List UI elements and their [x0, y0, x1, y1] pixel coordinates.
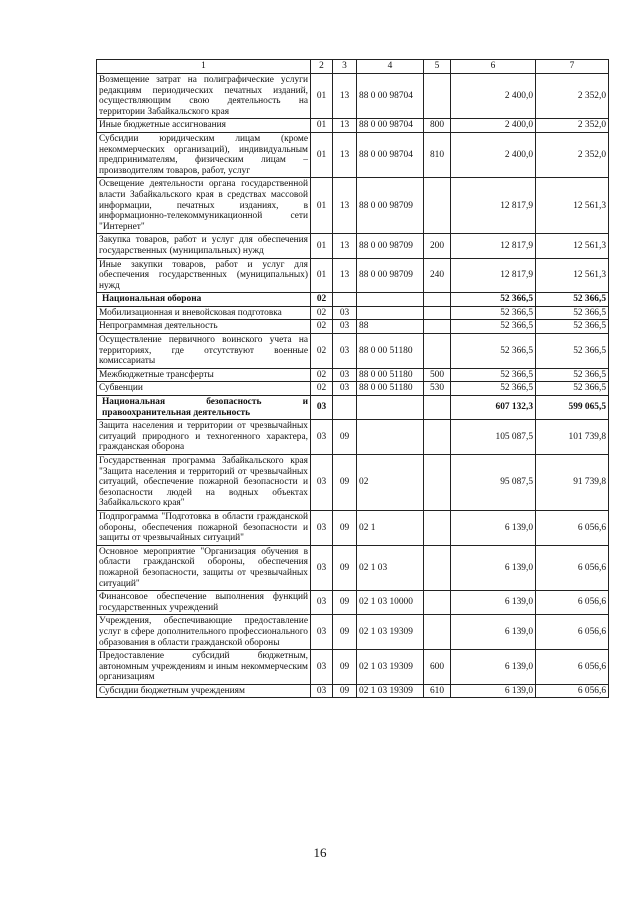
- section-code: 03: [311, 455, 333, 511]
- expense-type-code: [424, 545, 451, 590]
- subsection-code: 09: [333, 455, 357, 511]
- table-row: [97, 510, 609, 545]
- item-name: Финансовое обеспечение выполнения функций государственных учреждений: [97, 591, 311, 615]
- item-name: Непрограммная деятельность: [97, 320, 311, 334]
- subsection-code: 09: [333, 650, 357, 685]
- amount-year-2: 12 561,3: [536, 234, 609, 258]
- item-name: Предоставление субсидий бюджетным, автономным учреждениям и иным некоммерческим организациям: [97, 650, 311, 685]
- item-name: Защита населения и территории от чрезвычайных ситуаций природного и техногенного характера, гражданская оборона: [97, 420, 311, 455]
- item-name: Субвенции: [97, 382, 311, 396]
- amount-year-2: 6 056,6: [536, 545, 609, 590]
- subsection-code: 03: [333, 334, 357, 369]
- amount-year-1: 95 087,5: [451, 455, 536, 511]
- table-row: [97, 684, 609, 698]
- target-article-code: 02: [357, 455, 424, 511]
- target-article-code: 88 0 00 98704: [357, 74, 424, 119]
- target-article-code: [357, 306, 424, 320]
- header-col-3: 3: [333, 60, 357, 74]
- amount-year-2: 2 352,0: [536, 74, 609, 119]
- section-code: 02: [311, 334, 333, 369]
- subsection-code: 03: [333, 320, 357, 334]
- expense-type-code: [424, 178, 451, 234]
- amount-year-2: 52 366,5: [536, 293, 609, 307]
- target-article-code: [357, 293, 424, 307]
- section-code: 02: [311, 306, 333, 320]
- item-name: Государственная программа Забайкальского края "Защита населения и территорий от чрезвычайных ситуаций, обеспечение пожарной безопасности и безопасности людей на водных объектах Забайкальского края": [97, 455, 311, 511]
- amount-year-1: 2 400,0: [451, 132, 536, 177]
- item-name: Субсидии юридическим лицам (кроме некоммерческих организаций), индивидуальным предпринимателям, физическим лицам – производителям товаров, работ, услуг: [97, 132, 311, 177]
- subsection-code: 09: [333, 591, 357, 615]
- amount-year-1: 607 132,3: [451, 396, 536, 420]
- table-row: [97, 234, 609, 258]
- section-code: 01: [311, 178, 333, 234]
- subsection-code: 09: [333, 510, 357, 545]
- target-article-code: 02 1 03 19309: [357, 684, 424, 698]
- subsection-code: 03: [333, 368, 357, 382]
- subsection-code: 03: [333, 382, 357, 396]
- expense-type-code: 610: [424, 684, 451, 698]
- amount-year-1: 2 400,0: [451, 119, 536, 133]
- target-article-code: 88 0 00 51180: [357, 368, 424, 382]
- table-row: [97, 74, 609, 119]
- expense-type-code: 530: [424, 382, 451, 396]
- amount-year-1: 52 366,5: [451, 293, 536, 307]
- amount-year-1: 6 139,0: [451, 545, 536, 590]
- target-article-code: 88 0 00 98704: [357, 119, 424, 133]
- amount-year-2: 101 739,8: [536, 420, 609, 455]
- target-article-code: 02 1: [357, 510, 424, 545]
- amount-year-1: 52 366,5: [451, 382, 536, 396]
- subsection-code: 13: [333, 119, 357, 133]
- target-article-code: [357, 396, 424, 420]
- expense-type-code: [424, 306, 451, 320]
- item-name: Осуществление первичного воинского учета на территориях, где отсутствуют военные комиссариаты: [97, 334, 311, 369]
- amount-year-1: 52 366,5: [451, 320, 536, 334]
- table-row: [97, 178, 609, 234]
- table-row: [97, 420, 609, 455]
- subsection-code: 09: [333, 684, 357, 698]
- expense-type-code: [424, 74, 451, 119]
- section-code: 01: [311, 132, 333, 177]
- section-code: 01: [311, 119, 333, 133]
- item-name: Учреждения, обеспечивающие предоставление услуг в сфере дополнительного профессионального образования в области гражданской обороны: [97, 615, 311, 650]
- section-code: 03: [311, 545, 333, 590]
- section-code: 03: [311, 591, 333, 615]
- item-name: Национальная безопасность и правоохранительная деятельность: [97, 396, 311, 420]
- subsection-code: [333, 293, 357, 307]
- expense-type-code: [424, 293, 451, 307]
- target-article-code: 88 0 00 98709: [357, 178, 424, 234]
- table-row: [97, 368, 609, 382]
- subsection-code: 13: [333, 178, 357, 234]
- section-code: 01: [311, 234, 333, 258]
- amount-year-2: 52 366,5: [536, 334, 609, 369]
- table-row: [97, 455, 609, 511]
- section-code: 02: [311, 320, 333, 334]
- amount-year-2: 12 561,3: [536, 258, 609, 293]
- expense-type-code: [424, 334, 451, 369]
- target-article-code: 88: [357, 320, 424, 334]
- expense-type-code: 600: [424, 650, 451, 685]
- budget-table: [96, 59, 609, 698]
- header-col-5: 5: [424, 60, 451, 74]
- expense-type-code: [424, 510, 451, 545]
- item-name: Иные закупки товаров, работ и услуг для обеспечения государственных (муниципальных) нужд: [97, 258, 311, 293]
- section-code: 03: [311, 615, 333, 650]
- section-code: 01: [311, 74, 333, 119]
- item-name: Мобилизационная и вневойсковая подготовка: [97, 306, 311, 320]
- section-code: 02: [311, 368, 333, 382]
- section-code: 02: [311, 382, 333, 396]
- header-col-4: 4: [357, 60, 424, 74]
- amount-year-2: 599 065,5: [536, 396, 609, 420]
- amount-year-2: 12 561,3: [536, 178, 609, 234]
- section-code: 03: [311, 684, 333, 698]
- expense-type-code: 240: [424, 258, 451, 293]
- section-code: 03: [311, 650, 333, 685]
- section-code: 01: [311, 258, 333, 293]
- target-article-code: [357, 420, 424, 455]
- amount-year-1: 52 366,5: [451, 306, 536, 320]
- target-article-code: 88 0 00 51180: [357, 382, 424, 396]
- budget-page: [96, 59, 608, 698]
- amount-year-2: 6 056,6: [536, 684, 609, 698]
- item-name: Субсидии бюджетным учреждениям: [97, 684, 311, 698]
- item-name: Подпрограмма "Подготовка в области гражданской обороны, обеспечения пожарной безопасности и защиты от чрезвычайных ситуаций": [97, 510, 311, 545]
- amount-year-1: 105 087,5: [451, 420, 536, 455]
- subsection-code: 03: [333, 306, 357, 320]
- header-col-1: 1: [97, 60, 311, 74]
- amount-year-2: 52 366,5: [536, 320, 609, 334]
- expense-type-code: [424, 455, 451, 511]
- table-row: [97, 382, 609, 396]
- target-article-code: 02 1 03: [357, 545, 424, 590]
- table-row: [97, 320, 609, 334]
- expense-type-code: 800: [424, 119, 451, 133]
- amount-year-1: 6 139,0: [451, 615, 536, 650]
- amount-year-1: 52 366,5: [451, 368, 536, 382]
- target-article-code: 88 0 00 98709: [357, 258, 424, 293]
- subsection-code: 09: [333, 615, 357, 650]
- subsection-code: 09: [333, 545, 357, 590]
- target-article-code: 88 0 00 98704: [357, 132, 424, 177]
- target-article-code: 88 0 00 98709: [357, 234, 424, 258]
- page-number: 16: [313, 845, 327, 860]
- subsection-code: 13: [333, 74, 357, 119]
- amount-year-2: 6 056,6: [536, 510, 609, 545]
- subsection-code: 13: [333, 258, 357, 293]
- section-code: 03: [311, 420, 333, 455]
- table-row: [97, 591, 609, 615]
- table-row: [97, 545, 609, 590]
- amount-year-1: 52 366,5: [451, 334, 536, 369]
- expense-type-code: 500: [424, 368, 451, 382]
- table-row: [97, 396, 609, 420]
- subsection-code: 13: [333, 132, 357, 177]
- header-col-7: 7: [536, 60, 609, 74]
- item-name: Возмещение затрат на полиграфические услуги редакциям периодических печатных изданий, осуществляющим свою деятельность на территории Забайкальского края: [97, 74, 311, 119]
- amount-year-1: 6 139,0: [451, 650, 536, 685]
- expense-type-code: [424, 420, 451, 455]
- section-code: 02: [311, 293, 333, 307]
- section-code: 03: [311, 510, 333, 545]
- amount-year-2: 91 739,8: [536, 455, 609, 511]
- target-article-code: 02 1 03 10000: [357, 591, 424, 615]
- table-row: [97, 132, 609, 177]
- header-col-6: 6: [451, 60, 536, 74]
- table-row: [97, 650, 609, 685]
- expense-type-code: [424, 615, 451, 650]
- expense-type-code: 200: [424, 234, 451, 258]
- table-header-row: [97, 60, 609, 74]
- amount-year-2: 6 056,6: [536, 591, 609, 615]
- amount-year-2: 6 056,6: [536, 615, 609, 650]
- target-article-code: 02 1 03 19309: [357, 650, 424, 685]
- item-name: Освещение деятельности органа государственной власти Забайкальского края в средствах массовой информации, печатных изданиях, в информационно-телекоммуникационной сети "Интернет": [97, 178, 311, 234]
- amount-year-1: 6 139,0: [451, 591, 536, 615]
- table-row: [97, 306, 609, 320]
- amount-year-1: 12 817,9: [451, 234, 536, 258]
- expense-type-code: 810: [424, 132, 451, 177]
- expense-type-code: [424, 396, 451, 420]
- amount-year-2: 52 366,5: [536, 382, 609, 396]
- subsection-code: 09: [333, 420, 357, 455]
- item-name: Иные бюджетные ассигнования: [97, 119, 311, 133]
- amount-year-2: 6 056,6: [536, 650, 609, 685]
- amount-year-1: 6 139,0: [451, 510, 536, 545]
- subsection-code: 13: [333, 234, 357, 258]
- section-code: 03: [311, 396, 333, 420]
- table-row: [97, 293, 609, 307]
- table-row: [97, 334, 609, 369]
- table-row: [97, 119, 609, 133]
- header-col-2: 2: [311, 60, 333, 74]
- amount-year-2: 2 352,0: [536, 119, 609, 133]
- item-name: Закупка товаров, работ и услуг для обеспечения государственных (муниципальных) нужд: [97, 234, 311, 258]
- table-row: [97, 615, 609, 650]
- expense-type-code: [424, 320, 451, 334]
- expense-type-code: [424, 591, 451, 615]
- target-article-code: 88 0 00 51180: [357, 334, 424, 369]
- subsection-code: [333, 396, 357, 420]
- amount-year-1: 12 817,9: [451, 258, 536, 293]
- table-row: [97, 258, 609, 293]
- amount-year-1: 6 139,0: [451, 684, 536, 698]
- item-name: Национальная оборона: [97, 293, 311, 307]
- target-article-code: 02 1 03 19309: [357, 615, 424, 650]
- amount-year-1: 2 400,0: [451, 74, 536, 119]
- amount-year-2: 52 366,5: [536, 306, 609, 320]
- amount-year-1: 12 817,9: [451, 178, 536, 234]
- item-name: Межбюджетные трансферты: [97, 368, 311, 382]
- amount-year-2: 2 352,0: [536, 132, 609, 177]
- amount-year-2: 52 366,5: [536, 368, 609, 382]
- item-name: Основное мероприятие "Организация обучения в области гражданской обороны, обеспечения пожарной безопасности, защиты от чрезвычайных ситуаций": [97, 545, 311, 590]
